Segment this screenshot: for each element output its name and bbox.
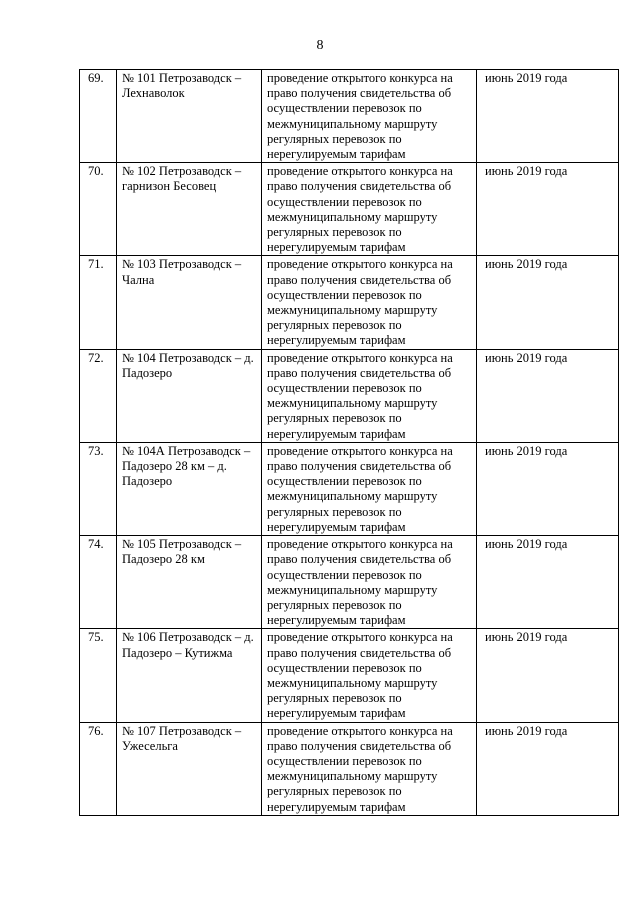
row-number-cell: 71. [80, 256, 117, 349]
table-row [80, 163, 619, 256]
table-row [80, 70, 619, 163]
page-number: 8 [316, 38, 324, 53]
routes-table [79, 69, 619, 816]
action-cell: проведение открытого конкурса на право получения свидетельства об осуществлении перевозок по межмуниципальному маршруту регулярных перевозок по нерегулируемым тарифам [262, 629, 477, 722]
date-cell: июнь 2019 года [477, 442, 619, 535]
action-cell: проведение открытого конкурса на право получения свидетельства об осуществлении перевозок по межмуниципальному маршруту регулярных перевозок по нерегулируемым тарифам [262, 349, 477, 442]
row-number-cell: 70. [80, 163, 117, 256]
table-row [80, 442, 619, 535]
table-row [80, 536, 619, 629]
action-cell: проведение открытого конкурса на право получения свидетельства об осуществлении перевозок по межмуниципальному маршруту регулярных перевозок по нерегулируемым тарифам [262, 163, 477, 256]
row-number-cell: 74. [80, 536, 117, 629]
route-cell: № 101 Петрозаводск – Лехнаволок [117, 70, 262, 163]
date-cell: июнь 2019 года [477, 70, 619, 163]
route-cell: № 107 Петрозаводск – Ужесельга [117, 722, 262, 815]
routes-table-body [80, 70, 619, 816]
route-cell: № 105 Петрозаводск – Падозеро 28 км [117, 536, 262, 629]
row-number-cell: 72. [80, 349, 117, 442]
date-cell: июнь 2019 года [477, 722, 619, 815]
action-cell: проведение открытого конкурса на право получения свидетельства об осуществлении перевозок по межмуниципальному маршруту регулярных перевозок по нерегулируемым тарифам [262, 722, 477, 815]
table-row [80, 256, 619, 349]
table-row [80, 722, 619, 815]
table-row [80, 349, 619, 442]
action-cell: проведение открытого конкурса на право получения свидетельства об осуществлении перевозок по межмуниципальному маршруту регулярных перевозок по нерегулируемым тарифам [262, 442, 477, 535]
date-cell: июнь 2019 года [477, 536, 619, 629]
action-cell: проведение открытого конкурса на право получения свидетельства об осуществлении перевозок по межмуниципальному маршруту регулярных перевозок по нерегулируемым тарифам [262, 70, 477, 163]
route-cell: № 106 Петрозаводск – д. Падозеро – Кутижма [117, 629, 262, 722]
route-cell: № 103 Петрозаводск – Чална [117, 256, 262, 349]
row-number-cell: 69. [80, 70, 117, 163]
date-cell: июнь 2019 года [477, 256, 619, 349]
route-cell: № 104А Петрозаводск – Падозеро 28 км – д. Падозеро [117, 442, 262, 535]
row-number-cell: 73. [80, 442, 117, 535]
row-number-cell: 75. [80, 629, 117, 722]
action-cell: проведение открытого конкурса на право получения свидетельства об осуществлении перевозок по межмуниципальному маршруту регулярных перевозок по нерегулируемым тарифам [262, 256, 477, 349]
row-number-cell: 76. [80, 722, 117, 815]
action-cell: проведение открытого конкурса на право получения свидетельства об осуществлении перевозок по межмуниципальному маршруту регулярных перевозок по нерегулируемым тарифам [262, 536, 477, 629]
route-cell: № 102 Петрозаводск – гарнизон Бесовец [117, 163, 262, 256]
date-cell: июнь 2019 года [477, 349, 619, 442]
route-cell: № 104 Петрозаводск – д. Падозеро [117, 349, 262, 442]
date-cell: июнь 2019 года [477, 629, 619, 722]
table-row [80, 629, 619, 722]
date-cell: июнь 2019 года [477, 163, 619, 256]
